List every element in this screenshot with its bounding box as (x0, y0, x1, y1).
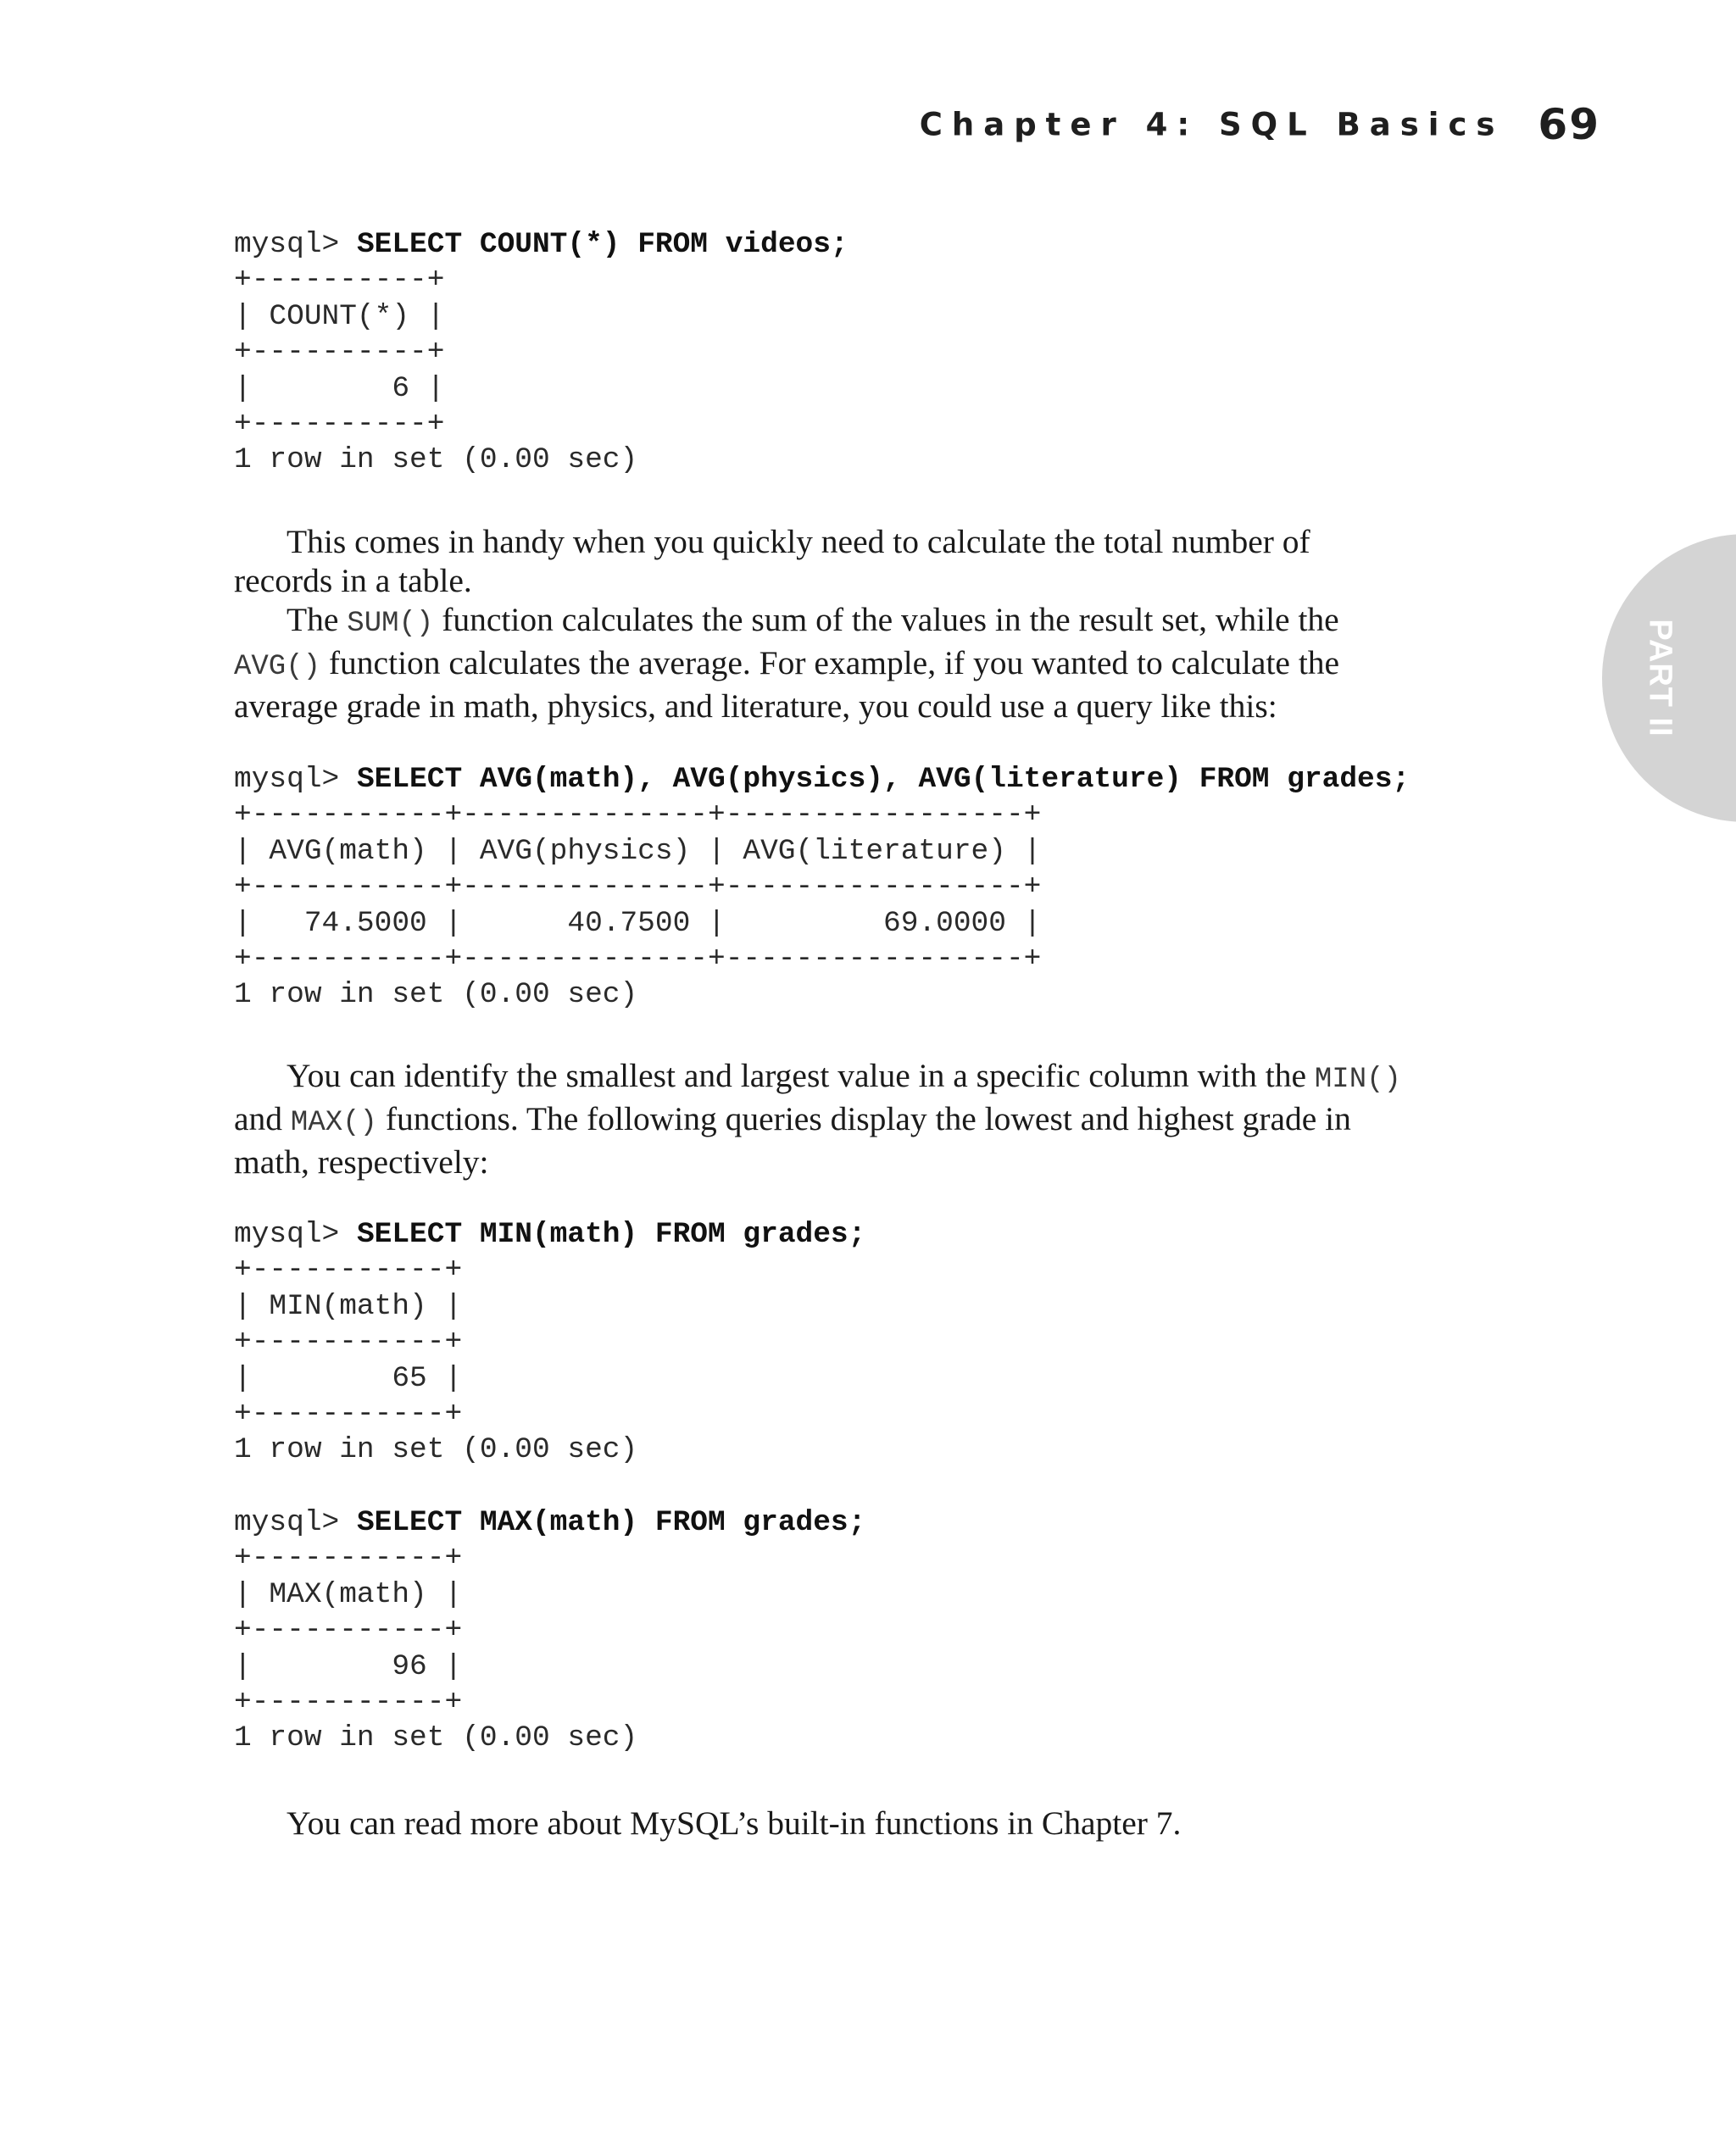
table-value-row: | 74.5000 | 40.7500 | 69.0000 | (234, 906, 1042, 940)
table-border: +-----------+ (234, 1398, 463, 1432)
table-value-row: | 96 | (234, 1649, 463, 1683)
paragraph-line: You can read more about MySQL’s built-in functions in Chapter 7. (287, 1804, 1182, 1842)
paragraph-text: function calculates the average. For example, if you wanted to calculate the (320, 644, 1340, 681)
code-block-avg (234, 762, 1410, 1014)
code-prompt: mysql> (234, 228, 357, 261)
result-footer: 1 row in set (0.00 sec) (234, 1433, 638, 1467)
paragraph-text: average grade in math, physics, and literature, you could use a query like this: (234, 687, 1277, 725)
table-header-row: | COUNT(*) | (234, 299, 445, 333)
inline-code-min: MIN() (1314, 1064, 1401, 1096)
result-footer: 1 row in set (0.00 sec) (234, 1721, 638, 1755)
code-block-max (234, 1505, 865, 1757)
code-block-min (234, 1217, 865, 1469)
part-tab-label: PART II (1642, 619, 1678, 737)
paragraph-read-more (234, 1804, 1488, 1843)
chapter-title: Chapter 4: SQL Basics (919, 106, 1505, 143)
table-border: +-----------+ (234, 1542, 463, 1576)
code-query: SELECT AVG(math), AVG(physics), AVG(literature) FROM grades; (356, 763, 1410, 796)
table-header-row: | MIN(math) | (234, 1289, 463, 1323)
table-border: +----------+ (234, 408, 445, 442)
code-block-count (234, 227, 849, 479)
paragraph-line: This comes in handy when you quickly need to calculate the total number of (287, 523, 1310, 560)
table-border: +----------+ (234, 264, 445, 297)
paragraph-text: math, respectively: (234, 1143, 489, 1181)
inline-code-avg: AVG() (234, 651, 321, 683)
paragraph-count-explanation (234, 522, 1488, 600)
paragraph-min-max (234, 1056, 1488, 1181)
code-query: SELECT MIN(math) FROM grades; (356, 1218, 866, 1251)
page-header (0, 100, 1600, 149)
table-border: +-----------+--------------+-----------------+ (234, 942, 1042, 976)
table-border: +-----------+ (234, 1326, 463, 1359)
table-border: +-----------+ (234, 1614, 463, 1648)
code-prompt: mysql> (234, 1218, 357, 1251)
code-prompt: mysql> (234, 1506, 357, 1539)
paragraph-sum-avg (234, 600, 1488, 726)
paragraph-text: and (234, 1100, 291, 1137)
code-prompt: mysql> (234, 763, 357, 796)
table-border: +----------+ (234, 336, 445, 370)
paragraph-text: You can identify the smallest and largest value in a specific column with the (287, 1057, 1315, 1094)
table-header-row: | MAX(math) | (234, 1577, 463, 1611)
table-value-row: | 6 | (234, 371, 445, 405)
inline-code-max: MAX() (290, 1107, 377, 1139)
paragraph-text: functions. The following queries display the lowest and highest grade in (376, 1100, 1351, 1137)
code-query: SELECT COUNT(*) FROM videos; (356, 228, 849, 261)
inline-code-sum: SUM() (347, 608, 434, 640)
table-border: +-----------+ (234, 1254, 463, 1287)
paragraph-line: records in a table. (234, 562, 472, 599)
table-border: +-----------+--------------+-----------------+ (234, 870, 1042, 904)
paragraph-text: The (287, 601, 348, 638)
code-query: SELECT MAX(math) FROM grades; (356, 1506, 866, 1539)
table-border: +-----------+--------------+-----------------+ (234, 798, 1042, 832)
result-footer: 1 row in set (0.00 sec) (234, 978, 638, 1012)
page-number: 69 (1538, 100, 1600, 149)
table-border: +-----------+ (234, 1686, 463, 1720)
result-footer: 1 row in set (0.00 sec) (234, 443, 638, 477)
table-value-row: | 65 | (234, 1361, 463, 1395)
paragraph-text: function calculates the sum of the values in the result set, while the (433, 601, 1339, 638)
table-header-row: | AVG(math) | AVG(physics) | AVG(literature) | (234, 834, 1042, 868)
